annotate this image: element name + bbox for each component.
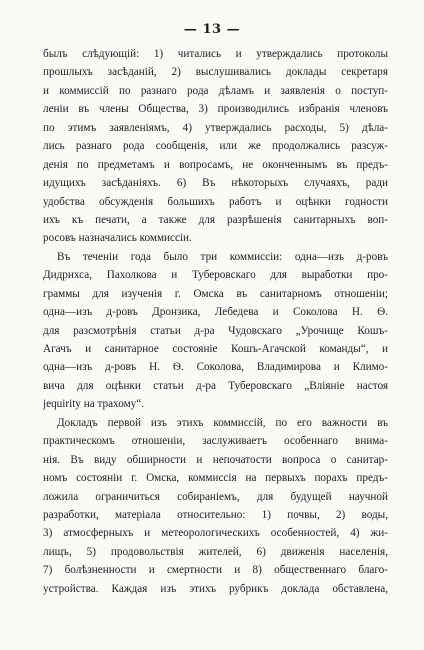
text-line: 7) болѣзненности и смертности и 8) общественнаго благо-	[43, 564, 388, 577]
text-line: лись разнаго рода сообщенія, или же продолжались разсуж-	[43, 140, 388, 153]
text-line: вича для оцѣнки статьи д-ра Туберовскаго „Вліяніе настоя	[43, 379, 388, 392]
text-line: удобства обсужденія большихъ работъ и оцѣнки годности	[43, 195, 388, 208]
text-line: прошлыхъ засѣданій, 2) выслушивались доклады секретаря	[43, 66, 388, 79]
text-line: Дидрихса, Пахолкова и Туберовскаго для выработки про-	[43, 269, 388, 282]
text-line: былъ слѣдующій: 1) читались и утверждались протоколы	[43, 48, 388, 60]
text-line: нія. Въ виду обширности и непочатости вопроса о санитар-	[43, 453, 388, 466]
text-line: одна—изъ д-ровъ Дронзика, Лебедева и Соколова Н. Ѳ.	[43, 306, 388, 319]
text-line: ихъ къ печати, а также для разрѣшенія санитарныхъ воп-	[43, 213, 388, 226]
text-line: одна—изъ д-ровъ Н. Ѳ. Соколова, Владимирова и Климо-	[43, 361, 388, 374]
text-line: устройства. Каждая изъ этихъ рубрикъ доклада обставлена,	[43, 582, 388, 595]
text-line: для разсмотрѣнія статьи д-ра Чудовскаго „Урочище Кошъ-	[43, 324, 388, 337]
text-line: ложила ограничиться собираніемъ, для будущей научной	[43, 490, 388, 503]
text-line: jequirity на трахому“.	[43, 398, 145, 411]
text-line: 3) атмосферныхъ и метеорологическихъ особенностей, 4) жи-	[43, 527, 388, 540]
text-line: леніи въ члены Общества, 3) производились избранія членовъ	[43, 103, 388, 116]
text-line: по этимъ заявленіямъ, 4) утверждались расходы, 5) дѣла-	[43, 121, 388, 134]
paragraph-start-line: Докладъ первой изъ этихъ коммиссій, по его важности въ	[57, 416, 388, 429]
text-line: идущихъ засѣданіяхъ. 6) Въ нѣкоторыхъ случаяхъ, ради	[43, 177, 388, 190]
text-line: лищъ, 5) продовольствія жителей, 6) движенія населенія,	[43, 545, 388, 558]
body-text	[43, 45, 388, 598]
text-line: и коммиссій по разнаго рода дѣламъ и заявленія о поступ-	[43, 84, 388, 97]
text-line: номъ состояніи г. Омска, коммиссія на первыхъ порахъ предъ-	[43, 472, 388, 485]
text-line: Агачъ и санитарное состояніе Кошъ-Агачской команды“, и	[43, 343, 388, 355]
text-line: практическомъ отношеніи, заслуживаетъ особеннаго внима-	[43, 435, 388, 448]
paragraph-start-line: Въ теченіи года было три коммиссіи: одна—изъ д-ровъ	[57, 250, 388, 263]
text-line: росовъ назначались коммиссіи.	[43, 232, 192, 245]
page-number: — 13 —	[183, 22, 241, 37]
text-line: денія по предметамъ и вопросамъ, не оконченнымъ въ предъ-	[43, 158, 388, 171]
text-line: граммы для изученія г. Омска въ санитарномъ отношеніи;	[43, 287, 388, 300]
text-line: разработки, матеріала относительно: 1) почвы, 2) воды,	[43, 508, 388, 521]
